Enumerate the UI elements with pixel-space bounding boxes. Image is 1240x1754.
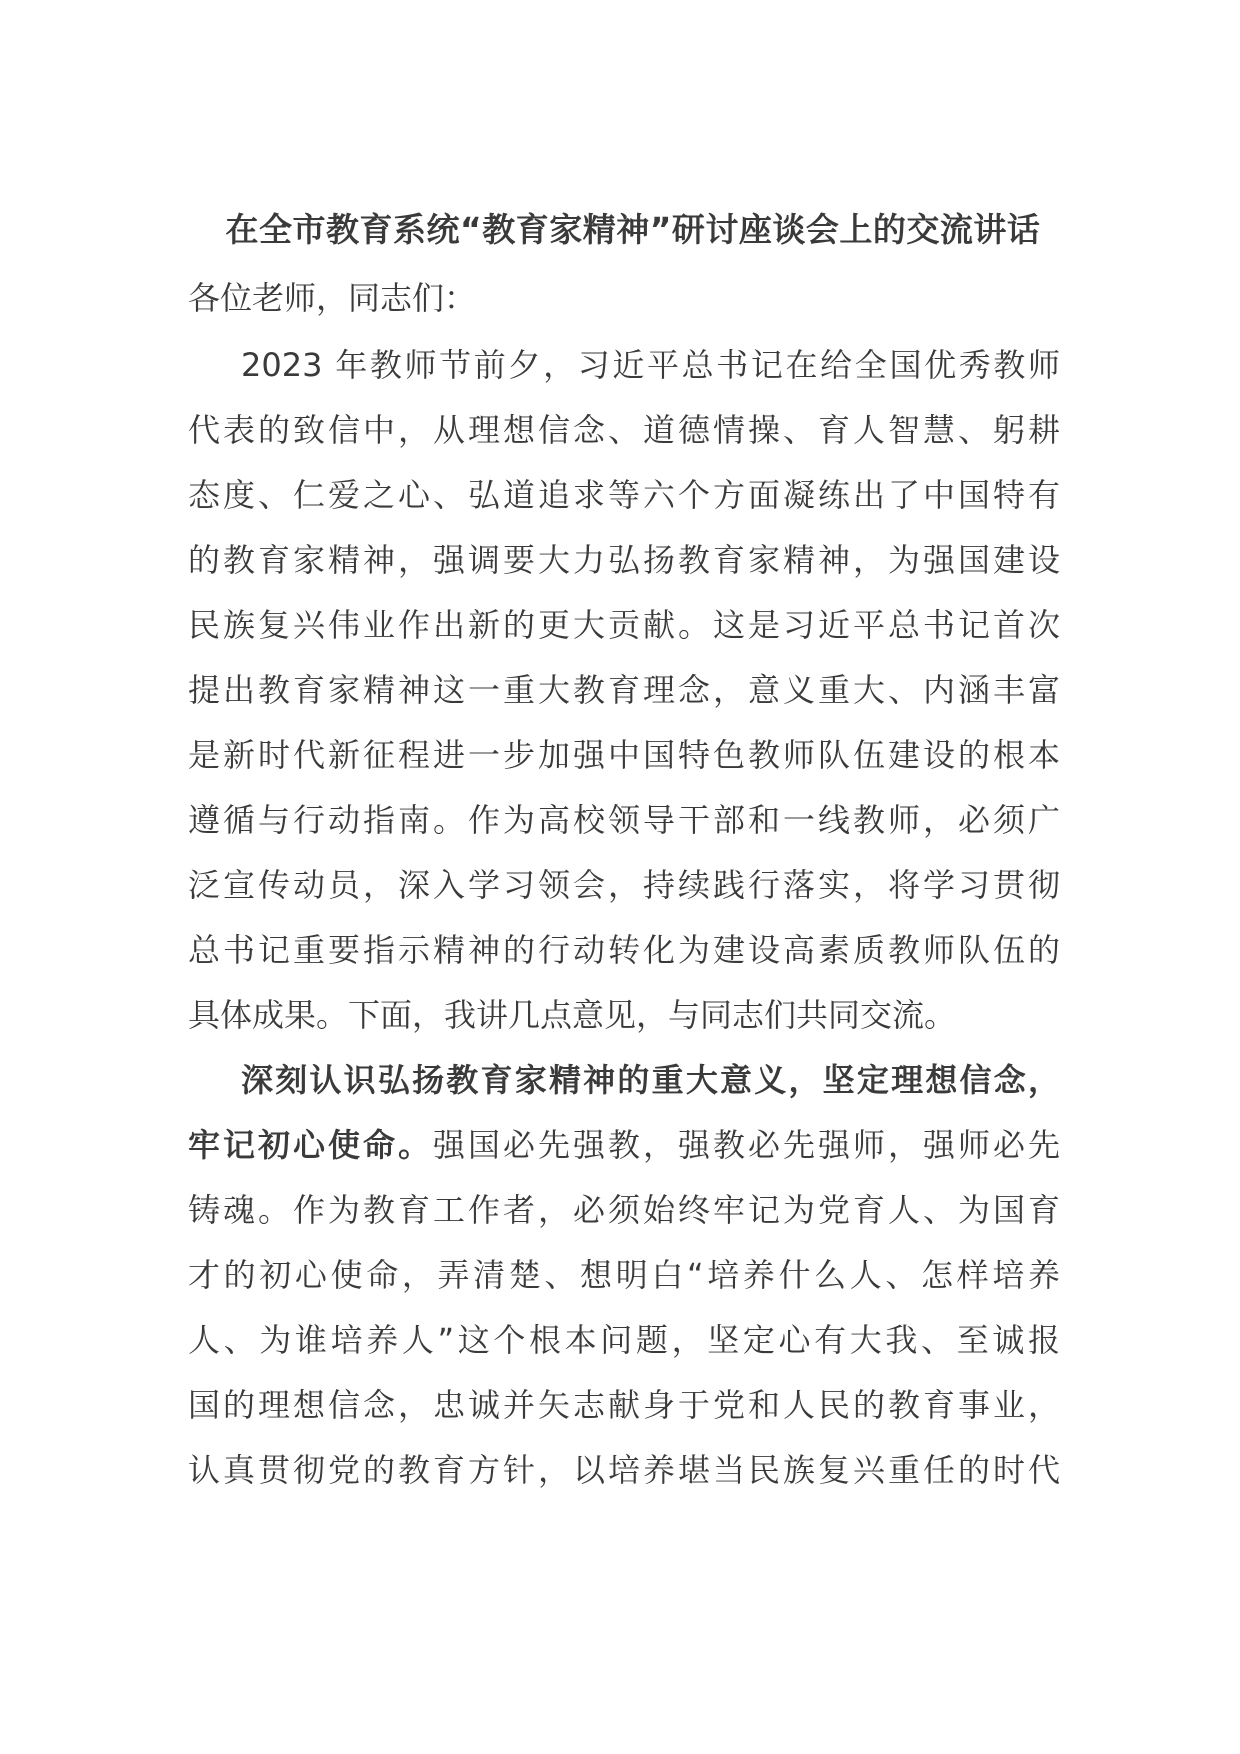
paragraph-line: 是新时代新征程进一步加强中国特色教师队伍建设的根本	[188, 736, 1060, 774]
paragraph-line: 提出教育家精神这一重大教育理念，意义重大、内涵丰富	[188, 671, 1060, 709]
paragraph-line: 态度、仁爱之心、弘道追求等六个方面凝练出了中国特有	[188, 476, 1060, 514]
section-heading: 深刻认识弘扬教育家精神的重大意义，坚定理想信念，	[241, 1061, 1060, 1099]
paragraph-line: 2023 年教师节前夕，习近平总书记在给全国优秀教师	[241, 346, 1060, 384]
paragraph-line: 才的初心使命，弄清楚、想明白“培养什么人、怎样培养	[188, 1256, 1060, 1294]
paragraph-line: 的教育家精神，强调要大力弘扬教育家精神，为强国建设	[188, 541, 1060, 579]
paragraph-text: 强国必先强教，强教必先强师，强师必先	[433, 1126, 1060, 1164]
section-heading-end: 牢记初心使命。	[188, 1126, 433, 1164]
paragraph-line: 代表的致信中，从理想信念、道德情操、育人智慧、躬耕	[188, 411, 1060, 449]
paragraph-line: 民族复兴伟业作出新的更大贡献。这是习近平总书记首次	[188, 606, 1060, 644]
paragraph-line: 认真贯彻党的教育方针，以培养堪当民族复兴重任的时代	[188, 1451, 1060, 1489]
paragraph-line: 具体成果。下面，我讲几点意见，与同志们共同交流。	[188, 996, 957, 1034]
document-title: 在全市教育系统“教育家精神”研讨座谈会上的交流讲话	[225, 210, 1041, 249]
paragraph-line: 人、为谁培养人”这个根本问题，坚定心有大我、至诚报	[188, 1321, 1060, 1359]
paragraph-line: 总书记重要指示精神的行动转化为建设高素质教师队伍的	[188, 931, 1060, 969]
paragraph-1	[188, 333, 1060, 1048]
paragraph-line: 铸魂。作为教育工作者，必须始终牢记为党育人、为国育	[188, 1191, 1060, 1229]
paragraph-line: 国的理想信念，忠诚并矢志献身于党和人民的教育事业，	[188, 1386, 1060, 1424]
document-page	[188, 200, 1060, 1503]
paragraph-2	[188, 1048, 1060, 1503]
paragraph-line: 泛宣传动员，深入学习领会，持续践行落实，将学习贯彻	[188, 866, 1060, 904]
paragraph-line	[188, 1113, 1060, 1178]
greeting: 各位老师，同志们：	[188, 279, 477, 317]
paragraph-line: 遵循与行动指南。作为高校领导干部和一线教师，必须广	[188, 801, 1060, 839]
